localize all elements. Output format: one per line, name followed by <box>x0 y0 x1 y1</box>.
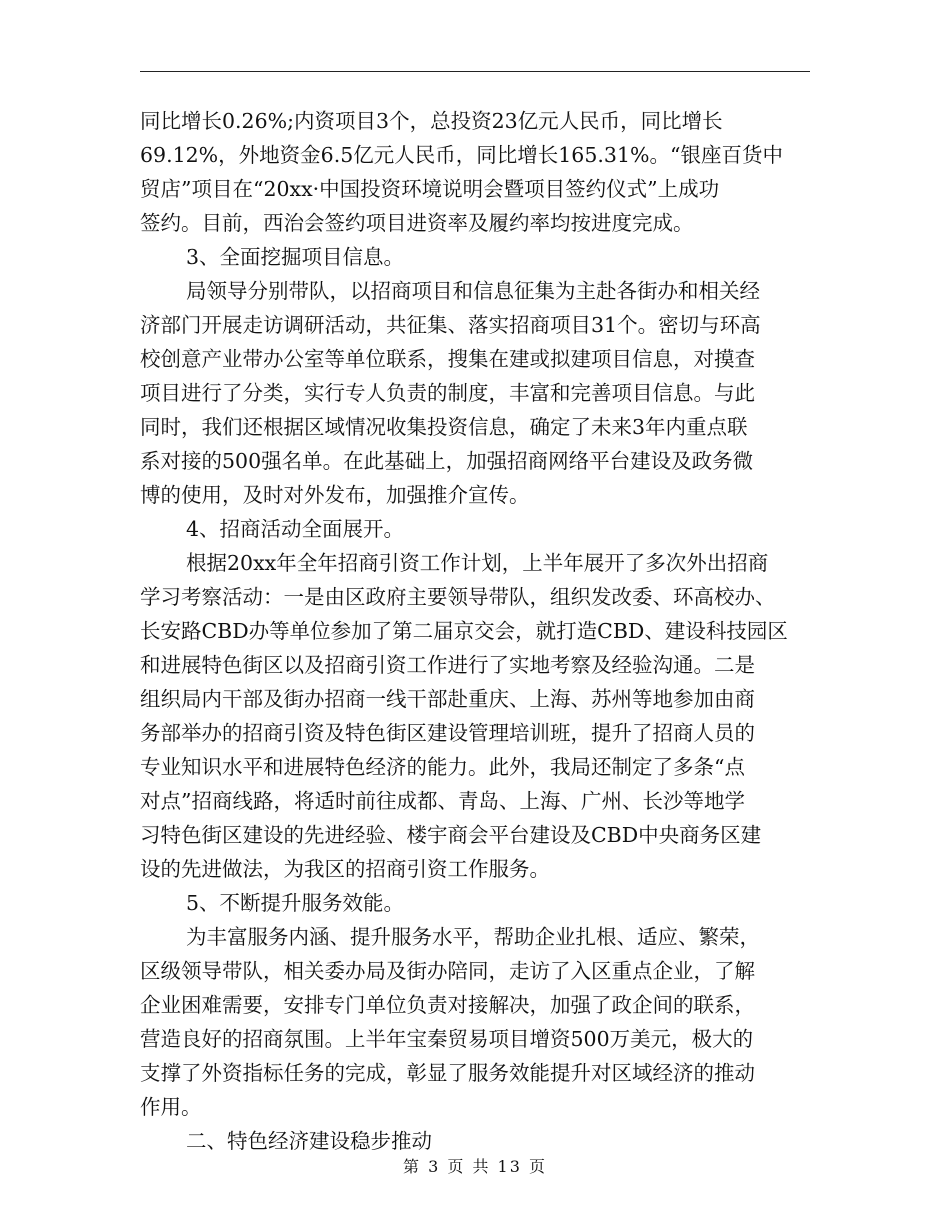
text-line: 博的使用，及时对外发布，加强推介宣传。 <box>140 483 530 507</box>
text-line: 长安路CBD办等单位参加了第二届京交会，就打造CBD、建设科技园区 <box>140 619 788 643</box>
text-line: 二、特色经济建设稳步推动 <box>186 1129 432 1153</box>
text-line: 区级领导带队，相关委办局及街办陪同，走访了入区重点企业，了解 <box>140 959 755 983</box>
text-line: 同时，我们还根据区域情况收集投资信息，确定了未来3年内重点联 <box>140 415 748 439</box>
text-line: 济部门开展走访调研活动，共征集、落实招商项目31个。密切与环高 <box>140 313 761 337</box>
text-line: 作用。 <box>140 1095 202 1119</box>
text-line: 企业困难需要，安排专门单位负责对接解决，加强了政企间的联系， <box>140 993 755 1017</box>
text-line: 签约。目前，西治会签约项目进资率及履约率均按进度完成。 <box>140 211 694 235</box>
text-line: 组织局内干部及街办招商一线干部赴重庆、上海、苏州等地参加由商 <box>140 687 755 711</box>
text-line: 设的先进做法，为我区的招商引资工作服务。 <box>140 857 550 881</box>
text-line: 同比增长0.26%;内资项目3个，总投资23亿元人民币，同比增长 <box>140 109 723 133</box>
text-line: 69.12%，外地资金6.5亿元人民币，同比增长165.31%。“银座百货中 <box>140 143 783 167</box>
text-line: 校创意产业带办公室等单位联系，搜集在建或拟建项目信息，对摸查 <box>140 347 755 371</box>
text-line: 贸店”项目在“20xx·中国投资环境说明会暨项目签约仪式”上成功 <box>140 177 720 201</box>
text-line: 专业知识水平和进展特色经济的能力。此外，我局还制定了多条“点 <box>140 755 745 779</box>
text-line: 习特色街区建设的先进经验、楼宇商会平台建设及CBD中央商务区建 <box>140 823 762 847</box>
text-line: 项目进行了分类，实行专人负责的制度，丰富和完善项目信息。与此 <box>140 381 755 405</box>
text-line: 根据20xx年全年招商引资工作计划，上半年展开了多次外出招商 <box>186 551 769 575</box>
text-line: 支撑了外资指标任务的完成，彰显了服务效能提升对区域经济的推动 <box>140 1061 755 1085</box>
text-line: 和进展特色街区以及招商引资工作进行了实地考察及经验沟通。二是 <box>140 653 755 677</box>
text-line: 局领导分别带队，以招商项目和信息征集为主赴各街办和相关经 <box>186 279 760 303</box>
text-line: 务部举办的招商引资及特色街区建设管理培训班，提升了招商人员的 <box>140 721 755 745</box>
text-line: 系对接的500强名单。在此基础上，加强招商网络平台建设及政务微 <box>140 449 754 473</box>
page-footer: 第 3 页 共 13 页 <box>403 1157 547 1176</box>
text-line: 对点”招商线路，将适时前往成都、青岛、上海、广州、长沙等地学 <box>140 789 745 813</box>
text-line: 为丰富服务内涵、提升服务水平，帮助企业扎根、适应、繁荣， <box>186 925 760 949</box>
text-line: 3、全面挖掘项目信息。 <box>186 245 405 269</box>
text-line: 5、不断提升服务效能。 <box>186 891 405 915</box>
header-rule <box>140 71 810 72</box>
text-line: 营造良好的招商氛围。上半年宝秦贸易项目增资500万美元，极大的 <box>140 1027 754 1051</box>
text-line: 4、招商活动全面展开。 <box>186 517 405 541</box>
document-body <box>140 104 812 1158</box>
text-line: 学习考察活动：一是由区政府主要领导带队，组织发改委、环高校办、 <box>140 585 776 609</box>
